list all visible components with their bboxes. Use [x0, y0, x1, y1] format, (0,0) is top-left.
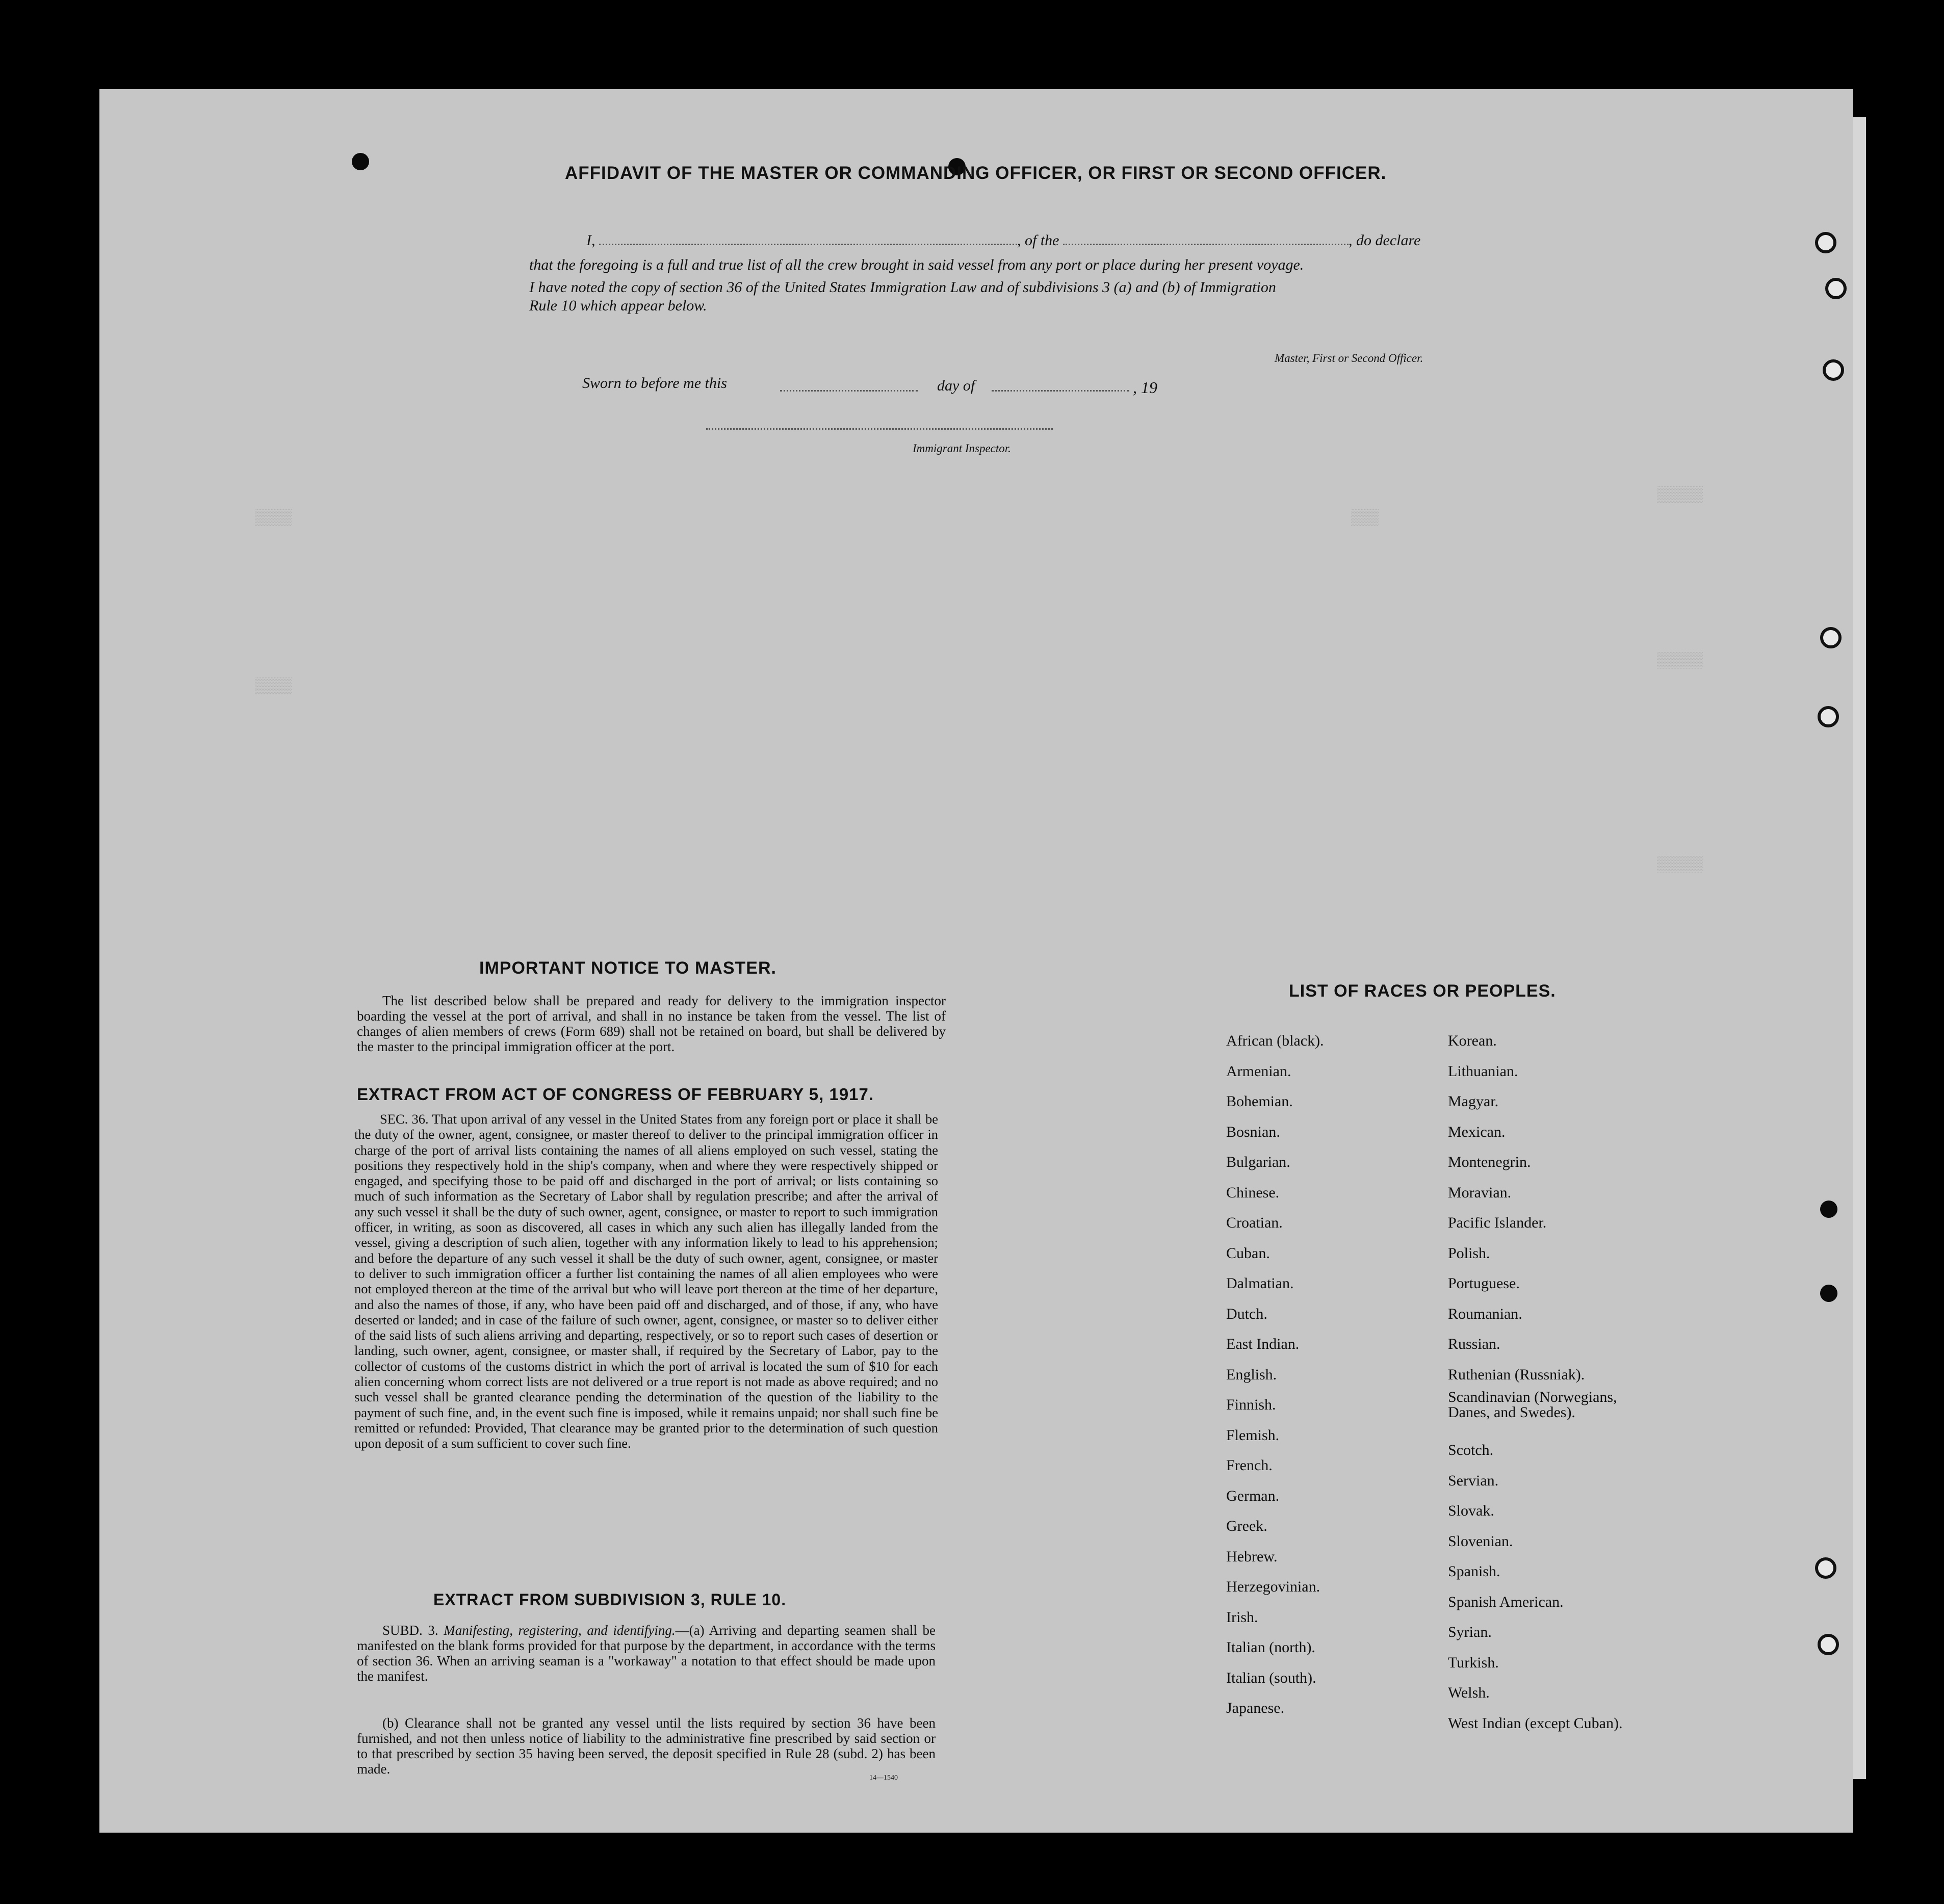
sworn-label: Sworn to before me this: [582, 375, 727, 392]
punch-hole: [1815, 232, 1836, 253]
race-item: Syrian.: [1448, 1624, 1492, 1640]
affidavit-declare: , do declare: [1349, 232, 1421, 249]
race-item: Welsh.: [1448, 1684, 1490, 1701]
race-item: Montenegrin.: [1448, 1154, 1531, 1170]
race-item: Russian.: [1448, 1336, 1500, 1352]
races-column-2: [1448, 1026, 1662, 1738]
race-item: Italian (south).: [1226, 1669, 1316, 1686]
race-item: Italian (north).: [1226, 1639, 1315, 1656]
affidavit-line2: that the foregoing is a full and true list of all the crew brought in said vessel from any port or place during her present voyage.: [529, 256, 1304, 273]
bleed-through-mark: ▒▒▒▒: [255, 678, 292, 695]
bleed-through-mark: ▒▒▒▒▒: [1657, 856, 1703, 874]
affidavit-line3: I have noted the copy of section 36 of the United States Immigration Law and of subdivisions 3 (a) and (b) of Immigration: [529, 279, 1276, 296]
form-number: 14—1540: [869, 1774, 898, 1782]
inspector-signature-line: [706, 428, 1053, 430]
race-item: Cuban.: [1226, 1244, 1270, 1262]
name-blank: [599, 244, 1017, 245]
race-item: Flemish.: [1226, 1426, 1280, 1444]
race-item: Ruthenian (Russniak).: [1448, 1366, 1585, 1383]
race-item: French.: [1226, 1457, 1273, 1474]
race-item: Herzegovinian.: [1226, 1578, 1320, 1595]
race-item: Servian.: [1448, 1472, 1499, 1489]
race-item: Mexican.: [1448, 1123, 1506, 1140]
race-item: East Indian.: [1226, 1336, 1300, 1352]
punch-hole: [1820, 1201, 1837, 1218]
race-item: Croatian.: [1226, 1214, 1283, 1231]
master-signature-label: Master, First or Second Officer.: [1275, 352, 1423, 364]
races-title: LIST OF RACES OR PEOPLES.: [1289, 981, 1556, 1001]
race-item: Chinese.: [1226, 1184, 1280, 1201]
bleed-through-mark: ▒▒▒▒: [255, 510, 292, 527]
race-item: Pacific Islander.: [1448, 1214, 1547, 1231]
race-item: Korean.: [1448, 1032, 1497, 1049]
punch-hole: [1820, 627, 1842, 648]
rule-title: EXTRACT FROM SUBDIVISION 3, RULE 10.: [433, 1590, 787, 1609]
race-item: Dalmatian.: [1226, 1275, 1294, 1292]
race-item: Bohemian.: [1226, 1093, 1293, 1110]
race-item: Lithuanian.: [1448, 1062, 1518, 1080]
affidavit-line1: [586, 232, 1504, 249]
race-item: Slovenian.: [1448, 1532, 1513, 1550]
race-item: West Indian (except Cuban).: [1448, 1714, 1623, 1732]
vessel-blank: [1063, 244, 1349, 245]
race-item: Turkish.: [1448, 1654, 1499, 1671]
race-item: Hebrew.: [1226, 1548, 1278, 1565]
rule-text-b: (b) Clearance shall not be granted any vessel until the lists required by section 36 have been furnished, and not then unless notice of liability to the administrative fine prescribed by said section or to that prescribed by section 35 having been served, the deposit specified in Rule 28 (subd. 2) has been made.: [357, 1715, 936, 1777]
bleed-through-mark: ▒▒▒▒▒: [1657, 487, 1703, 504]
year-label: , 19: [1133, 378, 1157, 397]
day-blank: [780, 390, 918, 392]
race-item: Greek.: [1226, 1518, 1267, 1534]
affidavit-line4: Rule 10 which appear below.: [529, 297, 707, 314]
affidavit-title: AFFIDAVIT OF THE MASTER OR COMMANDING OFFICER, OR FIRST OR SECOND OFFICER.: [565, 163, 1387, 183]
race-item: Finnish.: [1226, 1396, 1276, 1413]
race-item: English.: [1226, 1366, 1277, 1383]
race-item: Dutch.: [1226, 1305, 1267, 1322]
notice-text: The list described below shall be prepared and ready for delivery to the immigration inspector boarding the vessel at the port of arrival, and shall in no instance be taken from the vessel. The list of changes of alien members of crews (Form 689) shall not be retained on board, but shall be delivered by the master to the principal immigration officer at the port.: [357, 993, 946, 1054]
race-item: African (black).: [1226, 1032, 1324, 1049]
race-item: Spanish American.: [1448, 1593, 1564, 1610]
race-item: Armenian.: [1226, 1062, 1291, 1080]
notice-title: IMPORTANT NOTICE TO MASTER.: [479, 958, 776, 978]
race-item: Irish.: [1226, 1608, 1258, 1626]
bleed-through-mark: ▒▒▒: [1351, 510, 1379, 527]
month-blank: [992, 390, 1129, 392]
race-item: Bosnian.: [1226, 1123, 1280, 1140]
bleed-through-mark: ▒▒▒▒▒: [1657, 653, 1703, 670]
race-item: Spanish.: [1448, 1563, 1500, 1580]
punch-hole: [1818, 706, 1839, 727]
race-item: Japanese.: [1226, 1700, 1285, 1716]
race-item: Portuguese.: [1448, 1275, 1520, 1292]
race-item: Slovak.: [1448, 1502, 1494, 1519]
race-item: Magyar.: [1448, 1093, 1499, 1110]
punch-hole: [1818, 1634, 1839, 1655]
race-item: Polish.: [1448, 1244, 1490, 1262]
race-item: German.: [1226, 1487, 1280, 1504]
races-column-1: [1226, 1026, 1440, 1724]
act-text: SEC. 36. That upon arrival of any vessel in the United States from any foreign port or place it shall be the duty of the owner, agent, consignee, or master thereof to deliver to the principal immigration officer in charge of the port of arrival lists containing the names of all aliens employed on such vessel, stating the positions they respectively hold in the ship's company, when and where they were respectively shipped or engaged, and specifying those to be paid off and discharged in the port of arrival; or lists containing so much of such information as the Secretary of Labor shall by regulation prescribe; and after the arrival of any such vessel it shall be the duty of such owner, agent, consignee, or master to report to such immigration officer, in writing, as soon as discovered, all cases in which any such alien has illegally landed from the vessel, giving a description of such alien, together with any information likely to lead to his apprehension; and before the departure of any such vessel it shall be the duty of such owner, agent, consignee, or master to deliver to such immigration officer a further list containing the names of all alien employees who were not employed thereon at the time of the arrival but who will leave port thereon at the time of her departure, and also the names of those, if any, who have been paid off and discharged, and of those, if any, who have deserted or landed; and in case of the failure of such owner, agent, consignee, or master so to deliver either of the said lists of such aliens arriving and departing, respectively, or so to report such cases of desertion or landing, such owner, agent, consignee, or master shall, if required by the Secretary of Labor, pay to the collector of customs of the customs district in which the port of arrival is located the sum of $10 for each alien concerning whom correct lists are not delivered or a true report is not made as above required; and no such vessel shall be granted clearance pending the determination of the question of the liability to the payment of such fine, and, in the event such fine is imposed, while it remains unpaid; nor shall such fine be remitted or refunded: Provided, That clearance may be granted prior to the determination of such question upon deposit of a sum sufficient to cover such fine.: [354, 1111, 938, 1451]
affidavit-of-the: , of the: [1017, 232, 1059, 249]
day-of-label: day of: [937, 377, 975, 394]
punch-hole: [1820, 1285, 1837, 1302]
affidavit-i: I,: [586, 232, 595, 249]
punch-hole: [1815, 1557, 1836, 1579]
race-item: Roumanian.: [1448, 1305, 1522, 1322]
act-title: EXTRACT FROM ACT OF CONGRESS OF FEBRUARY 5, 1917.: [357, 1085, 874, 1104]
rule-subd-a: [357, 1623, 936, 1684]
rule-text-a: —(a) Arriving and departing seamen shall be manifested on the blank forms provided for that purpose by the department, in accordance with the terms of section 36. When an arriving seaman is a "workaway" a notation to that effect should be made upon the manifest.: [357, 1623, 936, 1684]
inspector-label: Immigrant Inspector.: [913, 442, 1011, 455]
punch-hole: [352, 153, 369, 170]
rule-subd-heading: Manifesting, registering, and identifying.: [444, 1623, 676, 1638]
race-item: Scotch.: [1448, 1442, 1494, 1458]
race-item: Moravian.: [1448, 1184, 1512, 1201]
punch-hole: [1823, 359, 1844, 381]
race-item: Scandinavian (Norwegians, Danes, and Swedes).: [1448, 1389, 1617, 1421]
rule-subd-label: SUBD. 3.: [382, 1623, 438, 1638]
punch-hole: [1825, 278, 1847, 299]
race-item: Bulgarian.: [1226, 1154, 1290, 1170]
